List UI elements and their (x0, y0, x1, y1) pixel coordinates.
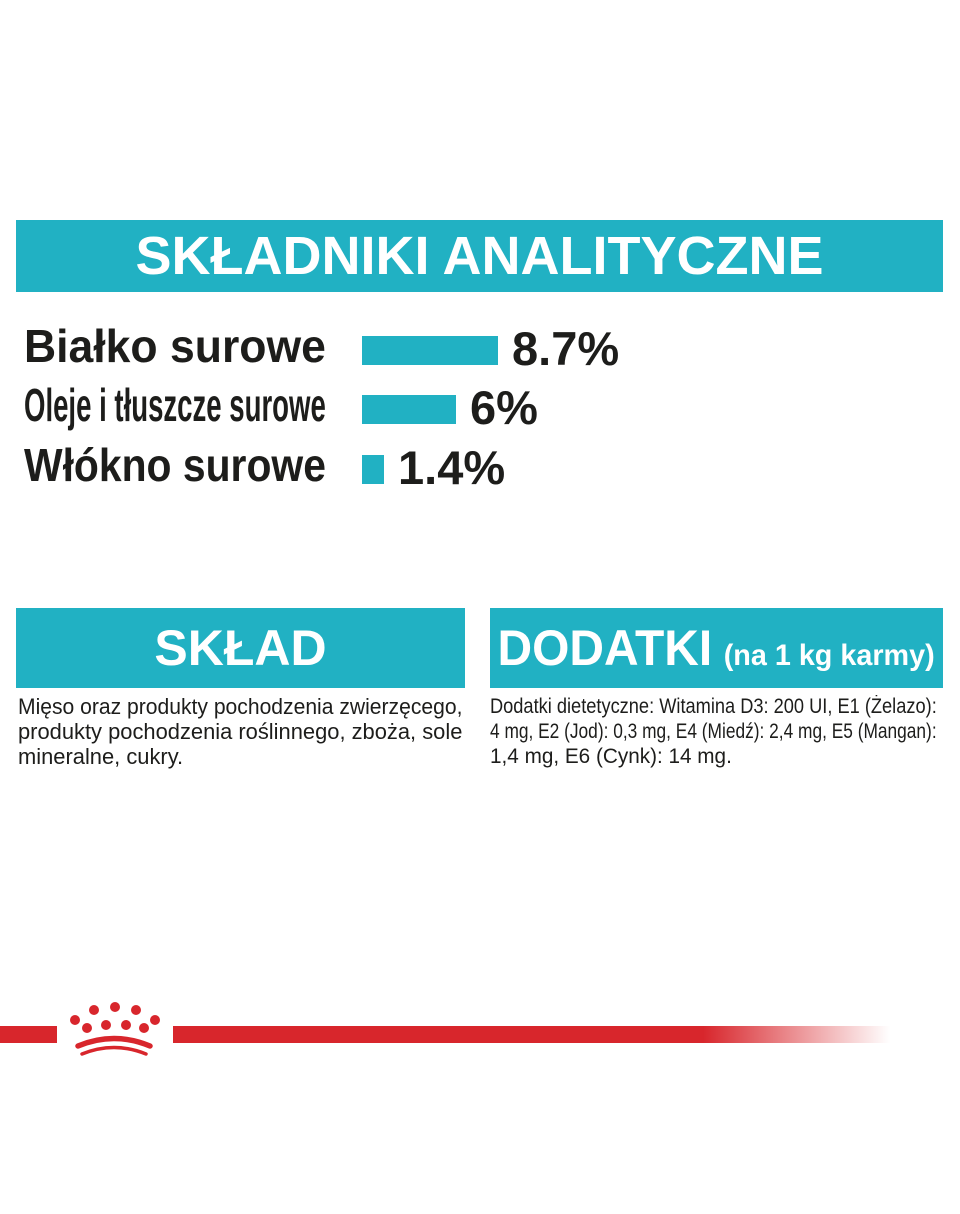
body-line: Mięso oraz produkty pochodzenia zwierzęcego, (18, 694, 463, 719)
body-line: produkty pochodzenia roślinnego, zboża, sole (18, 719, 463, 744)
dodatki-body-text (490, 694, 943, 769)
sklad-header-band (16, 608, 465, 688)
royal-canin-crown-icon (66, 1000, 162, 1062)
analytics-title: SKŁADNIKI ANALITYCZNE (135, 226, 824, 286)
dodatki-title: DODATKI (497, 620, 713, 676)
chart-bar (362, 455, 384, 484)
chart-value-label: 8.7% (512, 322, 620, 375)
analytics-header-band (16, 220, 943, 292)
body-line: Dodatki dietetyczne: Witamina D3: 200 UI, E1 (Żelazo): (490, 695, 937, 718)
body-line: mineralne, cukry. (18, 744, 184, 769)
dodatki-header-band (490, 608, 943, 688)
chart-value-label: 6% (470, 381, 538, 434)
sklad-title: SKŁAD (154, 620, 327, 676)
chart-value-label: 1.4% (398, 441, 506, 494)
chart-category-label: Włókno surowe (24, 439, 326, 491)
body-line: 1,4 mg, E6 (Cynk): 14 mg. (490, 745, 732, 768)
sklad-body-text (18, 694, 464, 769)
body-line: 4 mg, E2 (Jod): 0,3 mg, E4 (Miedź): 2,4 mg, E5 (Mangan): (490, 720, 937, 743)
dodatki-title-suffix: (na 1 kg karmy) (724, 639, 936, 672)
chart-bar (362, 336, 498, 365)
dodatki-title-wrap (498, 608, 935, 688)
chart-category-label: Oleje i tłuszcze surowe (24, 379, 326, 431)
chart-bar (362, 395, 456, 424)
chart-category-label: Białko surowe (24, 320, 326, 372)
